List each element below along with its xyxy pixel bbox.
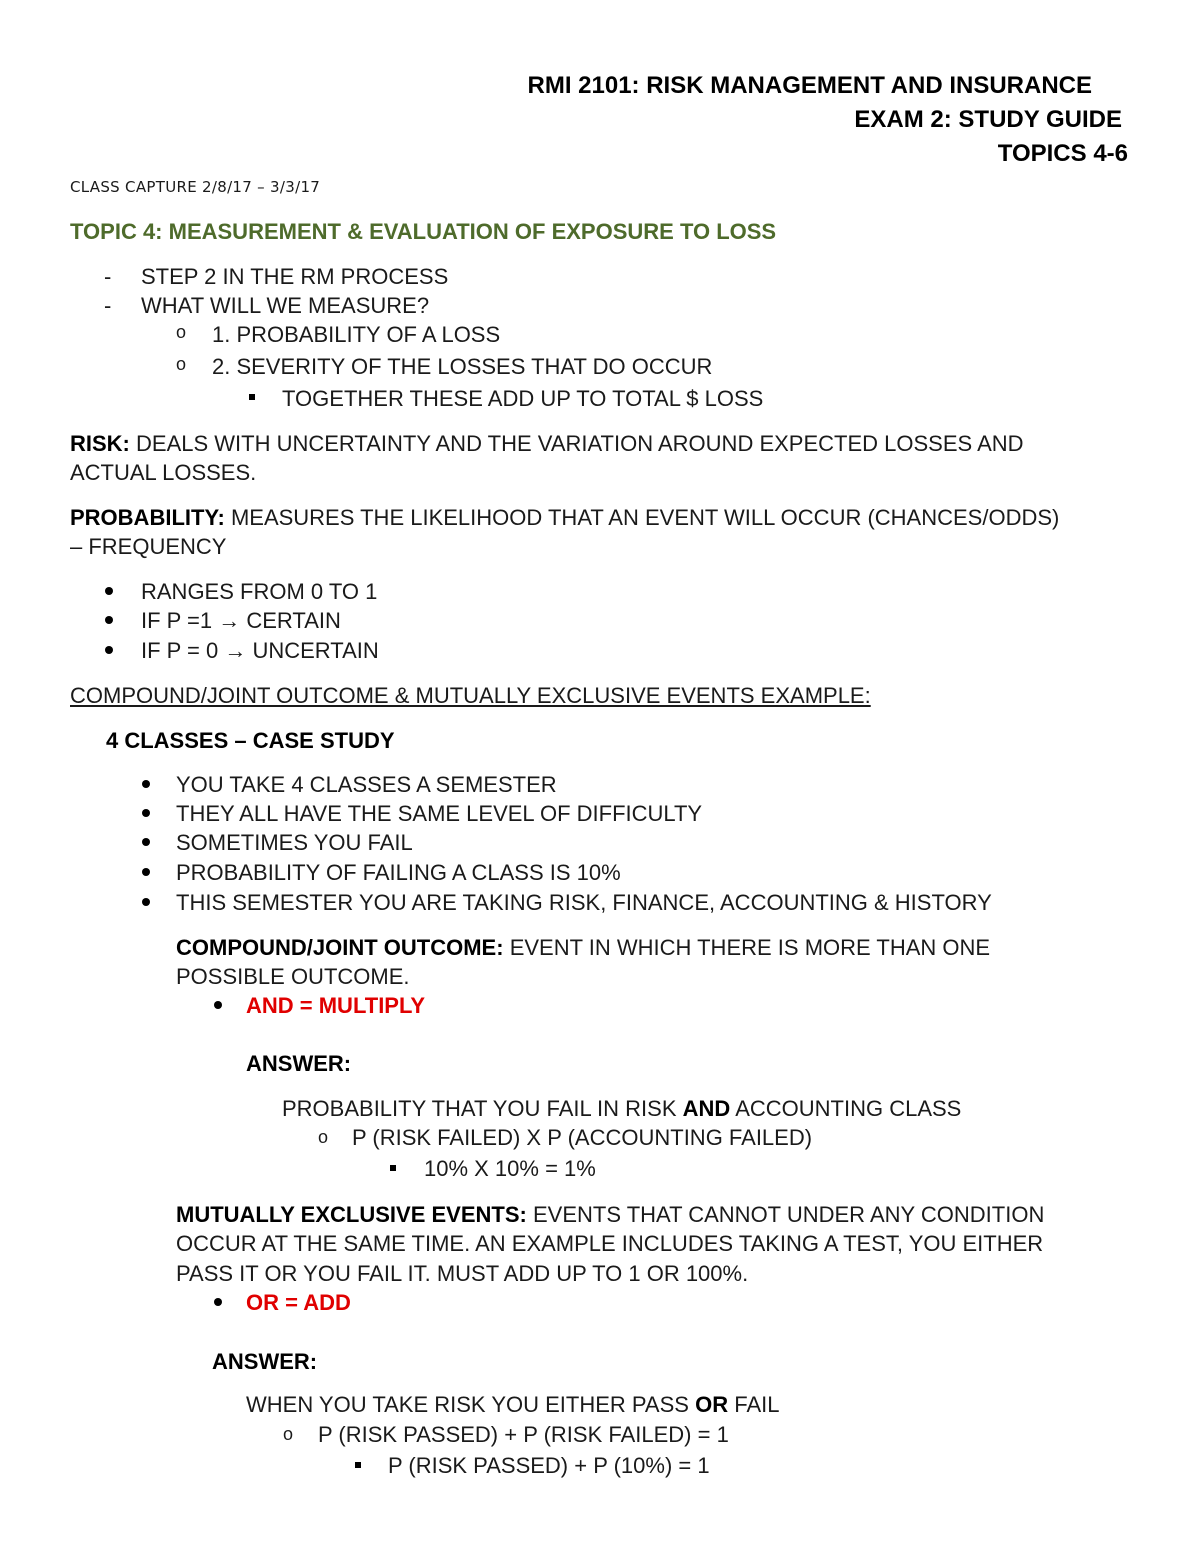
mutual-answer-text: WHEN YOU TAKE RISK YOU EITHER PASS OR FAIL [246, 1392, 780, 1417]
course-title: RMI 2101: RISK MANAGEMENT AND INSURANCE [527, 72, 1092, 99]
probability-bullet-uncertain: IF P = 0 → UNCERTAIN [141, 638, 379, 663]
bullet-dot [105, 616, 113, 624]
risk-definition-cont: ACTUAL LOSSES. [70, 460, 257, 485]
risk-definition: RISK: DEALS WITH UNCERTAINTY AND THE VARIATION AROUND EXPECTED LOSSES AND [70, 431, 1024, 456]
case-bullet: YOU TAKE 4 CLASSES A SEMESTER [176, 772, 557, 797]
square-bullet [249, 394, 255, 400]
exam-title: EXAM 2: STUDY GUIDE [854, 106, 1122, 133]
mutual-definition-cont: OCCUR AT THE SAME TIME. AN EXAMPLE INCLUDES TAKING A TEST, YOU EITHER [176, 1231, 1044, 1256]
measure-item-probability: 1. PROBABILITY OF A LOSS [212, 322, 501, 347]
circle-bullet: o [176, 354, 187, 374]
probability-definition-cont: – FREQUENCY [70, 534, 227, 559]
probability-bullet-certain: IF P =1 → CERTAIN [141, 608, 341, 633]
probability-definition: PROBABILITY: MEASURES THE LIKELIHOOD THAT AN EVENT WILL OCCUR (CHANCES/ODDS) [70, 505, 1060, 530]
topics-range: TOPICS 4-6 [997, 140, 1128, 167]
compound-formula: P (RISK FAILED) X P (ACCOUNTING FAILED) [352, 1125, 813, 1150]
case-bullet: SOMETIMES YOU FAIL [176, 830, 413, 855]
bullet-dot [142, 838, 150, 846]
bullet-dot [214, 1298, 222, 1306]
measure-sub-total: TOGETHER THESE ADD UP TO TOTAL $ LOSS [282, 386, 764, 411]
compound-result: 10% X 10% = 1% [424, 1156, 596, 1181]
compound-answer-text: PROBABILITY THAT YOU FAIL IN RISK AND ACCOUNTING CLASS [282, 1096, 962, 1121]
bullet-dot [214, 1001, 222, 1009]
compound-definition-cont: POSSIBLE OUTCOME. [176, 964, 410, 989]
bullet-dot [142, 868, 150, 876]
circle-bullet: o [283, 1424, 294, 1444]
probability-bullet-range: RANGES FROM 0 TO 1 [141, 579, 378, 604]
case-study-title: 4 CLASSES – CASE STUDY [106, 728, 395, 753]
compound-answer-label: ANSWER: [246, 1051, 352, 1076]
and-multiply-rule: AND = MULTIPLY [246, 993, 426, 1018]
dash-marker: - [104, 293, 112, 318]
dash-marker: - [104, 264, 112, 289]
dash-item-step2: STEP 2 IN THE RM PROCESS [141, 264, 449, 289]
mutual-formula: P (RISK PASSED) + P (RISK FAILED) = 1 [318, 1422, 729, 1447]
square-bullet [355, 1462, 361, 1468]
mutual-definition: MUTUALLY EXCLUSIVE EVENTS: EVENTS THAT CANNOT UNDER ANY CONDITION [176, 1202, 1045, 1227]
dash-item-measure: WHAT WILL WE MEASURE? [141, 293, 430, 318]
case-bullet: THIS SEMESTER YOU ARE TAKING RISK, FINANCE, ACCOUNTING & HISTORY [176, 890, 992, 915]
measure-item-severity: 2. SEVERITY OF THE LOSSES THAT DO OCCUR [212, 354, 713, 379]
topic-4-heading: TOPIC 4: MEASUREMENT & EVALUATION OF EXPOSURE TO LOSS [70, 219, 777, 244]
or-add-rule: OR = ADD [246, 1290, 351, 1315]
bullet-dot [142, 809, 150, 817]
class-capture-dates: CLASS CAPTURE 2/8/17 – 3/3/17 [70, 178, 321, 196]
mutual-answer-label: ANSWER: [212, 1349, 318, 1374]
square-bullet [390, 1165, 396, 1171]
bullet-dot [105, 587, 113, 595]
example-heading: COMPOUND/JOINT OUTCOME & MUTUALLY EXCLUSIVE EVENTS EXAMPLE: [70, 683, 871, 708]
bullet-dot [142, 898, 150, 906]
case-bullet: PROBABILITY OF FAILING A CLASS IS 10% [176, 860, 621, 885]
bullet-dot [142, 780, 150, 788]
mutual-definition-cont2: PASS IT OR YOU FAIL IT. MUST ADD UP TO 1 OR 100%. [176, 1261, 749, 1286]
compound-definition: COMPOUND/JOINT OUTCOME: EVENT IN WHICH THERE IS MORE THAN ONE [176, 935, 991, 960]
circle-bullet: o [176, 322, 187, 342]
bullet-dot [105, 646, 113, 654]
circle-bullet: o [318, 1127, 329, 1147]
mutual-result: P (RISK PASSED) + P (10%) = 1 [388, 1453, 710, 1478]
case-bullet: THEY ALL HAVE THE SAME LEVEL OF DIFFICULTY [176, 801, 703, 826]
